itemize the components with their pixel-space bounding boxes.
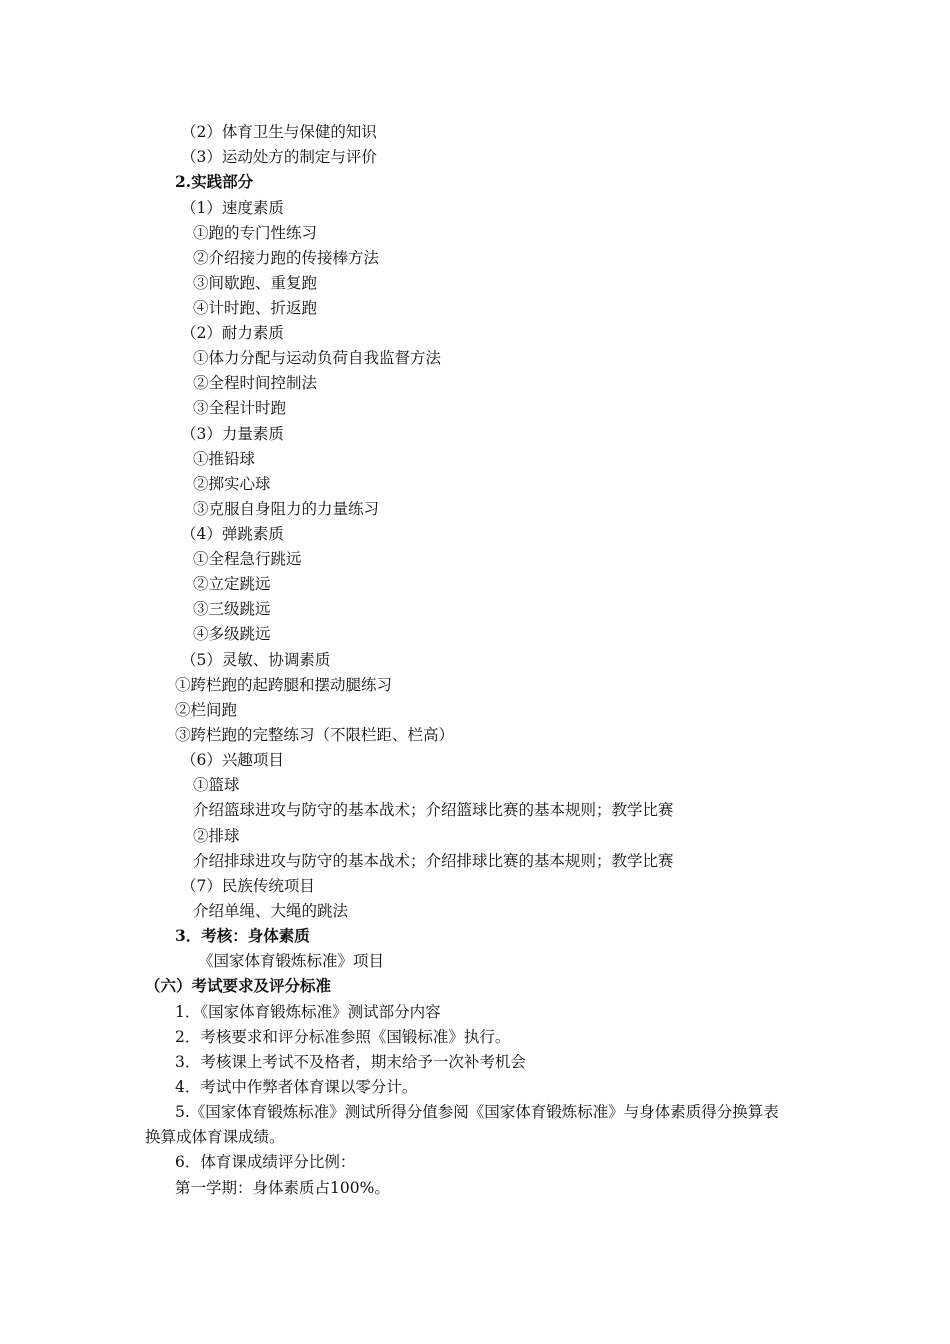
text-line: （3）运动处方的制定与评价 [181, 148, 377, 166]
text-line: 2．考核要求和评分标准参照《国锻标准》执行。 [175, 1028, 511, 1046]
text-line: （7）民族传统项目 [181, 877, 315, 895]
text-line: 介绍单绳、大绳的跳法 [193, 902, 349, 920]
text-line: 第一学期：身体素质占100%。 [175, 1179, 390, 1197]
text-line: ②全程时间控制法 [193, 374, 318, 392]
text-line: ③克服自身阻力的力量练习 [193, 500, 380, 518]
text-line: ①跑的专门性练习 [193, 224, 318, 242]
text-line: 《国家体育锻炼标准》项目 [198, 952, 385, 970]
text-line: ④多级跳远 [193, 625, 271, 643]
text-line: ④计时跑、折返跑 [193, 299, 318, 317]
text-line: 介绍篮球进攻与防守的基本战术；介绍篮球比赛的基本规则；教学比赛 [193, 801, 674, 819]
text-line: （2）体育卫生与保健的知识 [181, 123, 377, 141]
text-line: ②掷实心球 [193, 475, 271, 493]
text-line: 1．《国家体育锻炼标准》测试部分内容 [175, 1003, 441, 1021]
text-line: ③全程计时跑 [193, 399, 287, 417]
text-line: 4．考试中作弊者体育课以零分计。 [175, 1078, 418, 1096]
text-line: （4）弹跳素质 [181, 525, 284, 543]
text-line: ②介绍接力跑的传接棒方法 [193, 249, 380, 267]
text-line: ①篮球 [193, 776, 240, 794]
text-line: ③三级跳远 [193, 600, 271, 618]
section-heading: 2.实践部分 [175, 172, 254, 191]
text-line: ②排球 [193, 827, 240, 845]
text-line: 换算成体育课成绩。 [145, 1128, 285, 1146]
text-line: ①全程急行跳远 [193, 550, 302, 568]
text-line: ②栏间跑 [175, 701, 238, 719]
text-line: ①体力分配与运动负荷自我监督方法 [193, 349, 442, 367]
text-line: ②立定跳远 [193, 575, 271, 593]
text-line: 6．体育课成绩评分比例： [175, 1153, 356, 1171]
text-line: 5.《国家体育锻炼标准》测试所得分值参阅《国家体育锻炼标准》与身体素质得分换算表 [175, 1103, 779, 1121]
text-line: 介绍排球进攻与防守的基本战术；介绍排球比赛的基本规则；教学比赛 [193, 852, 674, 870]
text-line: （6）兴趣项目 [181, 751, 284, 769]
text-line: ③间歇跑、重复跑 [193, 274, 318, 292]
text-line: （3）力量素质 [181, 425, 284, 443]
text-line: （5）灵敏、协调素质 [181, 651, 331, 669]
text-line: ①跨栏跑的起跨腿和摆动腿练习 [175, 676, 393, 694]
section-heading: （六）考试要求及评分标准 [145, 976, 332, 995]
section-heading: 3．考核：身体素质 [175, 926, 310, 945]
text-line: （2）耐力素质 [181, 324, 284, 342]
text-line: （1）速度素质 [181, 199, 284, 217]
text-line: 3．考核课上考试不及格者，期末给予一次补考机会 [175, 1053, 526, 1071]
text-line: ①推铅球 [193, 450, 256, 468]
text-line: ③跨栏跑的完整练习（不限栏距、栏高） [175, 726, 455, 744]
